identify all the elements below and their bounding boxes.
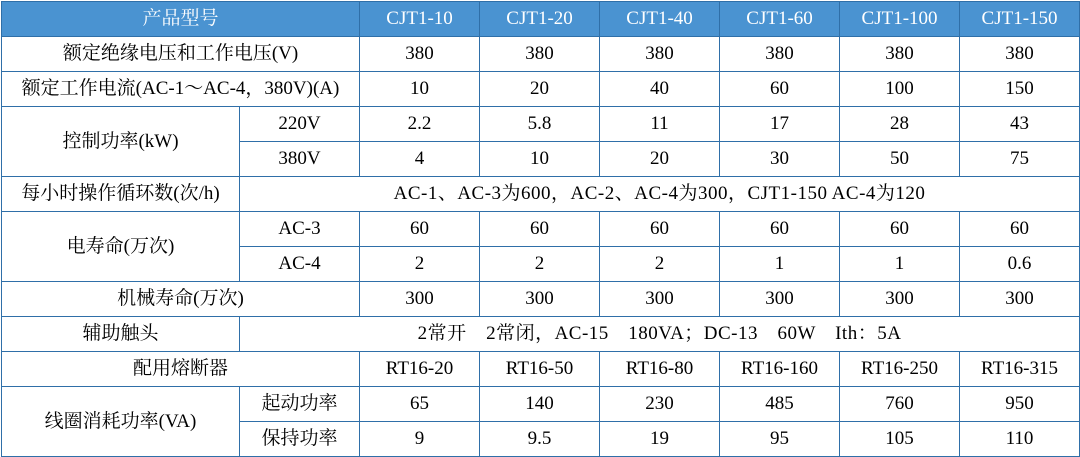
cell-value: 380 bbox=[600, 37, 720, 72]
sub-label-220v: 220V bbox=[240, 107, 360, 142]
sub-label-ac3: AC-3 bbox=[240, 212, 360, 247]
cell-value: 75 bbox=[960, 142, 1080, 177]
cell-value: 380 bbox=[480, 37, 600, 72]
sub-label-starting-power: 起动功率 bbox=[240, 387, 360, 422]
cell-value: 380 bbox=[360, 37, 480, 72]
cell-value: 2 bbox=[360, 247, 480, 282]
cell-value: 300 bbox=[480, 282, 600, 317]
cell-value: 10 bbox=[360, 72, 480, 107]
cell-value: 60 bbox=[720, 72, 840, 107]
cell-value: 60 bbox=[840, 212, 960, 247]
row-label-coil-power: 线圈消耗功率(VA) bbox=[2, 387, 240, 457]
cell-value: 4 bbox=[360, 142, 480, 177]
cell-value: 110 bbox=[960, 422, 1080, 457]
cell-value: 2 bbox=[600, 247, 720, 282]
cell-value: 2.2 bbox=[360, 107, 480, 142]
cell-value: 65 bbox=[360, 387, 480, 422]
cell-value: 300 bbox=[720, 282, 840, 317]
cell-value: 5.8 bbox=[480, 107, 600, 142]
specification-table bbox=[1, 1, 1080, 457]
cell-value: 300 bbox=[960, 282, 1080, 317]
table-row bbox=[2, 352, 1080, 387]
note-operating-cycles: AC-1、AC-3为600，AC-2、AC-4为300，CJT1-150 AC-4为120 bbox=[240, 177, 1080, 212]
cell-value: RT16-250 bbox=[840, 352, 960, 387]
cell-value: 100 bbox=[840, 72, 960, 107]
cell-value: 300 bbox=[600, 282, 720, 317]
row-label-mechanical-life: 机械寿命(万次) bbox=[2, 282, 360, 317]
sub-label-ac4: AC-4 bbox=[240, 247, 360, 282]
table-row bbox=[2, 72, 1080, 107]
cell-value: 300 bbox=[360, 282, 480, 317]
cell-value: 40 bbox=[600, 72, 720, 107]
sub-label-holding-power: 保持功率 bbox=[240, 422, 360, 457]
cell-value: 1 bbox=[840, 247, 960, 282]
cell-value: RT16-50 bbox=[480, 352, 600, 387]
header-model-3: CJT1-40 bbox=[600, 2, 720, 37]
cell-value: 9 bbox=[360, 422, 480, 457]
row-label-electrical-life: 电寿命(万次) bbox=[2, 212, 240, 282]
cell-value: 2 bbox=[480, 247, 600, 282]
sub-label-380v: 380V bbox=[240, 142, 360, 177]
table-row bbox=[2, 387, 1080, 422]
cell-value: RT16-315 bbox=[960, 352, 1080, 387]
header-model-label: 产品型号 bbox=[2, 2, 360, 37]
cell-value: 11 bbox=[600, 107, 720, 142]
cell-value: 10 bbox=[480, 142, 600, 177]
cell-value: 300 bbox=[840, 282, 960, 317]
cell-value: 60 bbox=[480, 212, 600, 247]
table-row bbox=[2, 282, 1080, 317]
cell-value: 0.6 bbox=[960, 247, 1080, 282]
cell-value: 60 bbox=[960, 212, 1080, 247]
table-row bbox=[2, 212, 1080, 247]
cell-value: 140 bbox=[480, 387, 600, 422]
table-header-row bbox=[2, 2, 1080, 37]
cell-value: RT16-80 bbox=[600, 352, 720, 387]
cell-value: RT16-160 bbox=[720, 352, 840, 387]
row-label-control-power: 控制功率(kW) bbox=[2, 107, 240, 177]
cell-value: 9.5 bbox=[480, 422, 600, 457]
cell-value: 380 bbox=[960, 37, 1080, 72]
cell-value: 20 bbox=[600, 142, 720, 177]
cell-value: 150 bbox=[960, 72, 1080, 107]
cell-value: 105 bbox=[840, 422, 960, 457]
cell-value: 50 bbox=[840, 142, 960, 177]
cell-value: 380 bbox=[720, 37, 840, 72]
row-label-rated-current: 额定工作电流(AC-1～AC-4，380V)(A) bbox=[2, 72, 360, 107]
cell-value: 28 bbox=[840, 107, 960, 142]
header-model-4: CJT1-60 bbox=[720, 2, 840, 37]
cell-value: 43 bbox=[960, 107, 1080, 142]
cell-value: 19 bbox=[600, 422, 720, 457]
cell-value: 17 bbox=[720, 107, 840, 142]
header-model-5: CJT1-100 bbox=[840, 2, 960, 37]
row-label-fuse: 配用熔断器 bbox=[2, 352, 360, 387]
table-row bbox=[2, 177, 1080, 212]
cell-value: 95 bbox=[720, 422, 840, 457]
header-model-1: CJT1-10 bbox=[360, 2, 480, 37]
header-model-6: CJT1-150 bbox=[960, 2, 1080, 37]
cell-value: 485 bbox=[720, 387, 840, 422]
cell-value: 380 bbox=[840, 37, 960, 72]
cell-value: RT16-20 bbox=[360, 352, 480, 387]
cell-value: 30 bbox=[720, 142, 840, 177]
row-label-operating-cycles: 每小时操作循环数(次/h) bbox=[2, 177, 240, 212]
table-row bbox=[2, 317, 1080, 352]
cell-value: 60 bbox=[600, 212, 720, 247]
cell-value: 760 bbox=[840, 387, 960, 422]
note-auxiliary-contacts: 2常开 2常闭，AC-15 180VA；DC-13 60W Ith：5A bbox=[240, 317, 1080, 352]
cell-value: 60 bbox=[360, 212, 480, 247]
header-model-2: CJT1-20 bbox=[480, 2, 600, 37]
table-row bbox=[2, 37, 1080, 72]
row-label-rated-voltage: 额定绝缘电压和工作电压(V) bbox=[2, 37, 360, 72]
cell-value: 60 bbox=[720, 212, 840, 247]
table-row bbox=[2, 107, 1080, 142]
cell-value: 20 bbox=[480, 72, 600, 107]
cell-value: 950 bbox=[960, 387, 1080, 422]
cell-value: 230 bbox=[600, 387, 720, 422]
cell-value: 1 bbox=[720, 247, 840, 282]
row-label-auxiliary-contacts: 辅助触头 bbox=[2, 317, 240, 352]
